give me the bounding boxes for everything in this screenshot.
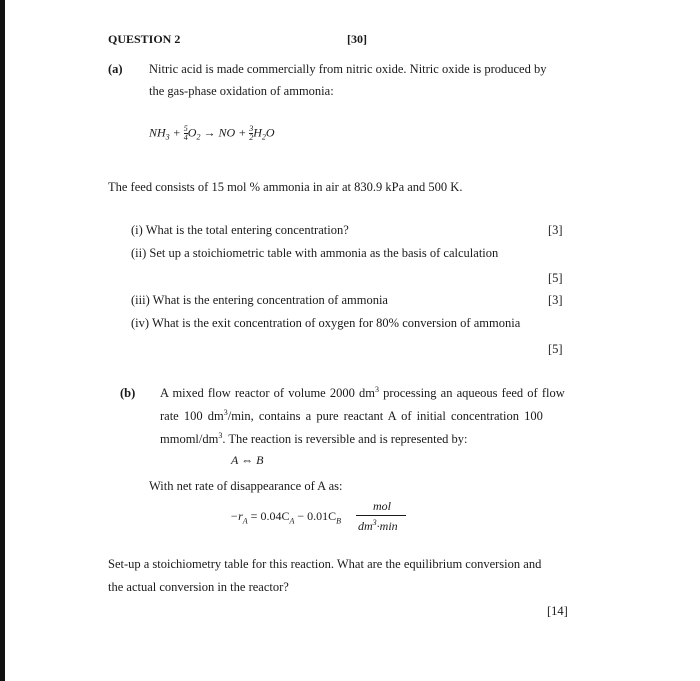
reaction-equation: A ⇔ B [231,453,264,467]
part-b-line1: A mixed flow reactor of volume 2000 $dm^3$ processing an aqueous feed of flow [160,384,565,400]
part-a-intro-line2: the gas-phase oxidation of ammonia: [149,84,334,98]
part-b-line2: rate 100 $dm^3/\min$, contains a pure reactant A of initial concentration 100 [160,407,543,423]
part-a-intro-line1: Nitric acid is made commercially from nitric oxide. Nitric oxide is produced by [149,62,547,76]
rate-equation-lhs: $-r_A = 0.04C_A - 0.01C_B$ [230,509,342,526]
sub-question-i: (i) What is the total entering concentration? [131,223,349,237]
sub-question-ii-marks: [5] [548,271,563,285]
ammonia-oxidation-equation: $NH_3$ + $\frac{5}{4}$ $O_2$ → NO + $\frac{3}{2}$ $H_2O$ [149,124,275,142]
part-a-label: (a) [108,62,123,76]
question-title: QUESTION 2 [108,32,181,46]
task-line2: the actual conversion in the reactor? [108,580,289,594]
page-edge-bar [0,0,5,681]
rate-unit-denominator: $dm^3\cdot\min$ [358,518,398,533]
sub-question-i-marks: [3] [548,223,563,237]
rate-unit-numerator: mol [373,499,391,513]
sub-question-ii: (ii) Set up a stoichiometric table with ammonia as the basis of calculation [131,246,499,260]
part-b-label: (b) [120,386,136,400]
feed-description: The feed consists of 15 mol % ammonia in air at 830.9 kPa and 500 K. [108,180,463,194]
task-line1: Set-up a stoichiometry table for this reaction. What are the equilibrium conversion and [108,557,542,571]
sub-question-iii: (iii) What is the entering concentration of ammonia [131,293,388,307]
question-total-marks: [30] [347,32,367,46]
part-b-marks: [14] [547,604,568,618]
part-b-line3: mmoml/$dm^3$. The reaction is reversible and is represented by: [160,430,468,446]
rate-unit-fraction-bar [356,515,406,516]
sub-question-iv: (iv) What is the exit concentration of oxygen for 80% conversion of ammonia [131,316,521,330]
sub-question-iii-marks: [3] [548,293,563,307]
sub-question-iv-marks: [5] [548,342,563,356]
rate-intro: With net rate of disappearance of A as: [149,479,343,493]
